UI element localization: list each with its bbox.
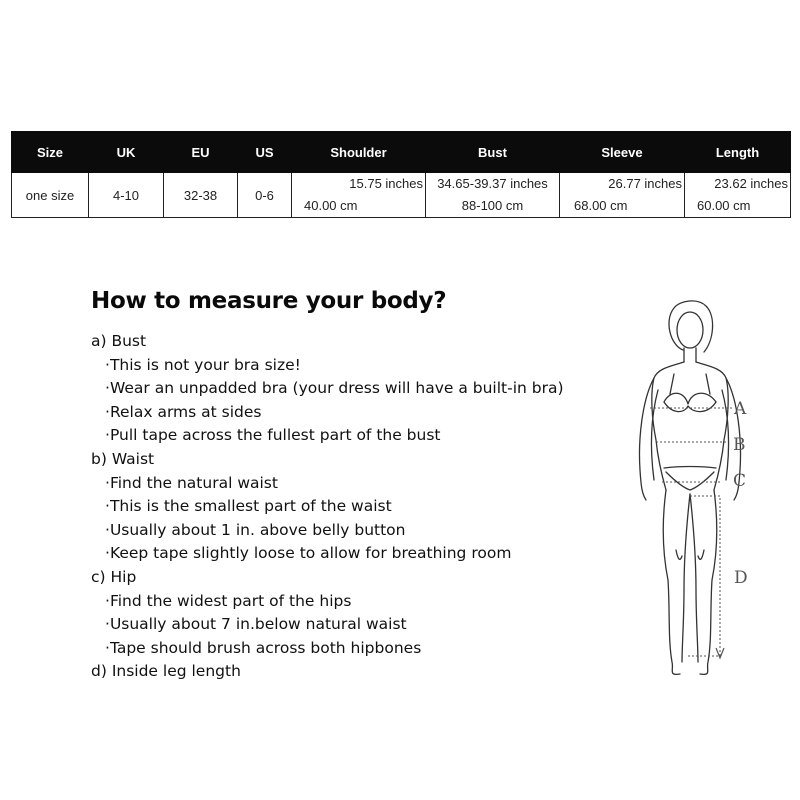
cell-bust-inches: 34.65-39.37 inches	[426, 173, 560, 196]
header-shoulder: Shoulder	[292, 132, 426, 173]
cell-length-cm: 60.00 cm	[685, 195, 791, 218]
guide-heading: d) Inside leg length	[91, 662, 241, 681]
header-length: Length	[685, 132, 791, 173]
guide-heading: a) Bust	[91, 332, 147, 350]
cell-length-inches: 23.62 inches	[685, 173, 791, 196]
guide-tip: · Usually about 1 in. above belly button	[91, 520, 564, 544]
label-c: C	[733, 471, 747, 491]
body-outline	[640, 301, 741, 674]
guide-tip: · Find the natural waist	[91, 473, 564, 497]
table-row	[12, 173, 791, 196]
guide-heading: c) Hip	[91, 567, 137, 586]
measure-lines	[650, 408, 732, 656]
guide-tip: · Relax arms at sides	[91, 402, 564, 426]
guide-tip: · Tape should brush across both hipbones	[91, 638, 564, 662]
cell-shoulder-cm: 40.00 cm	[292, 195, 426, 218]
size-table	[11, 131, 791, 218]
guide-tip: · This is the smallest part of the waist	[91, 496, 564, 520]
cell-sleeve-inches: 26.77 inches	[560, 173, 685, 196]
cell-size: one size	[12, 173, 89, 218]
guide-tip: · Usually about 7 in.below natural waist	[91, 614, 564, 638]
cell-uk: 4-10	[89, 173, 164, 218]
header-uk: UK	[89, 132, 164, 173]
header-sleeve: Sleeve	[560, 132, 685, 173]
cell-eu: 32-38	[164, 173, 238, 218]
header-size: Size	[12, 132, 89, 173]
header-bust: Bust	[426, 132, 560, 173]
cell-sleeve-cm: 68.00 cm	[560, 195, 685, 218]
cell-shoulder-inches: 15.75 inches	[292, 173, 426, 196]
header-us: US	[238, 132, 292, 173]
cell-us: 0-6	[238, 173, 292, 218]
guide-title: How to measure your body?	[91, 288, 447, 314]
cell-bust-cm: 88-100 cm	[426, 195, 560, 218]
header-eu: EU	[164, 132, 238, 173]
label-a: A	[734, 399, 747, 419]
label-b: B	[733, 435, 746, 455]
table-header-row	[12, 132, 791, 173]
guide-tip: · Wear an unpadded bra (your dress will have a built-in bra)	[91, 378, 564, 402]
guide-tip: · Find the widest part of the hips	[91, 591, 564, 615]
body-measurement-figure	[628, 290, 758, 690]
guide-tip: · Pull tape across the fullest part of the bust	[91, 425, 564, 449]
guide-tip: · Keep tape slightly loose to allow for breathing room	[91, 543, 564, 567]
guide-tip: · This is not your bra size!	[91, 355, 564, 379]
label-d: D	[734, 568, 748, 588]
measurement-guide	[91, 331, 564, 685]
guide-heading: b) Waist	[91, 449, 155, 468]
